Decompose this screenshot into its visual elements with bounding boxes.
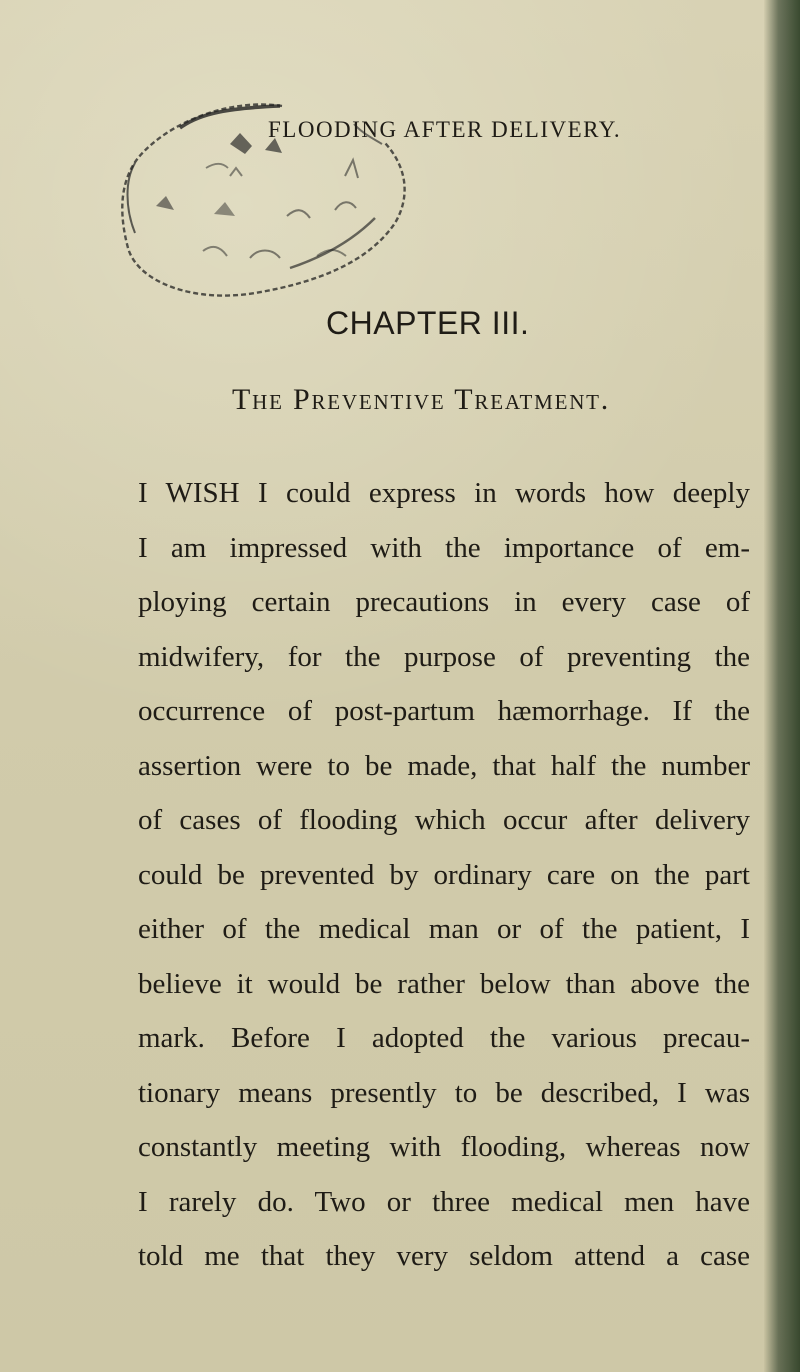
- paragraph-line: assertion were to be made, that half the number: [138, 749, 750, 782]
- paragraph-line: ploying certain precautions in every case of: [138, 586, 750, 618]
- paragraph-line: either of the medical man or of the patient, I: [138, 913, 750, 945]
- paragraph-line: constantly meeting with flooding, whereas now: [138, 1131, 750, 1163]
- paragraph-line: occurrence of post-partum hæmorrhage. If the: [138, 695, 750, 727]
- running-head: FLOODING AFTER DELIVERY.: [268, 117, 622, 142]
- paragraph-line: believe it would be rather below than above the: [138, 967, 750, 1000]
- paragraph-line: tionary means presently to be described, I was: [138, 1076, 750, 1109]
- paragraph-line: told me that they very seldom attend a case: [138, 1240, 750, 1272]
- paragraph-line: I am impressed with the importance of em-: [138, 531, 750, 564]
- paragraph-line: I WISH I could express in words how deeply: [138, 477, 750, 509]
- page-edge: [764, 0, 800, 1372]
- paragraph-line: mark. Before I adopted the various precau-: [138, 1022, 750, 1054]
- section-title: The Preventive Treatment.: [232, 383, 611, 416]
- paragraph-line: could be prevented by ordinary care on the part: [138, 858, 750, 891]
- paragraph-line: of cases of flooding which occur after delivery: [138, 804, 750, 836]
- paragraph-line: midwifery, for the purpose of preventing the: [138, 640, 750, 673]
- chapter-heading: CHAPTER III.: [326, 305, 530, 341]
- paragraph-line: I rarely do. Two or three medical men have: [138, 1185, 750, 1218]
- body-paragraph: [138, 466, 750, 1284]
